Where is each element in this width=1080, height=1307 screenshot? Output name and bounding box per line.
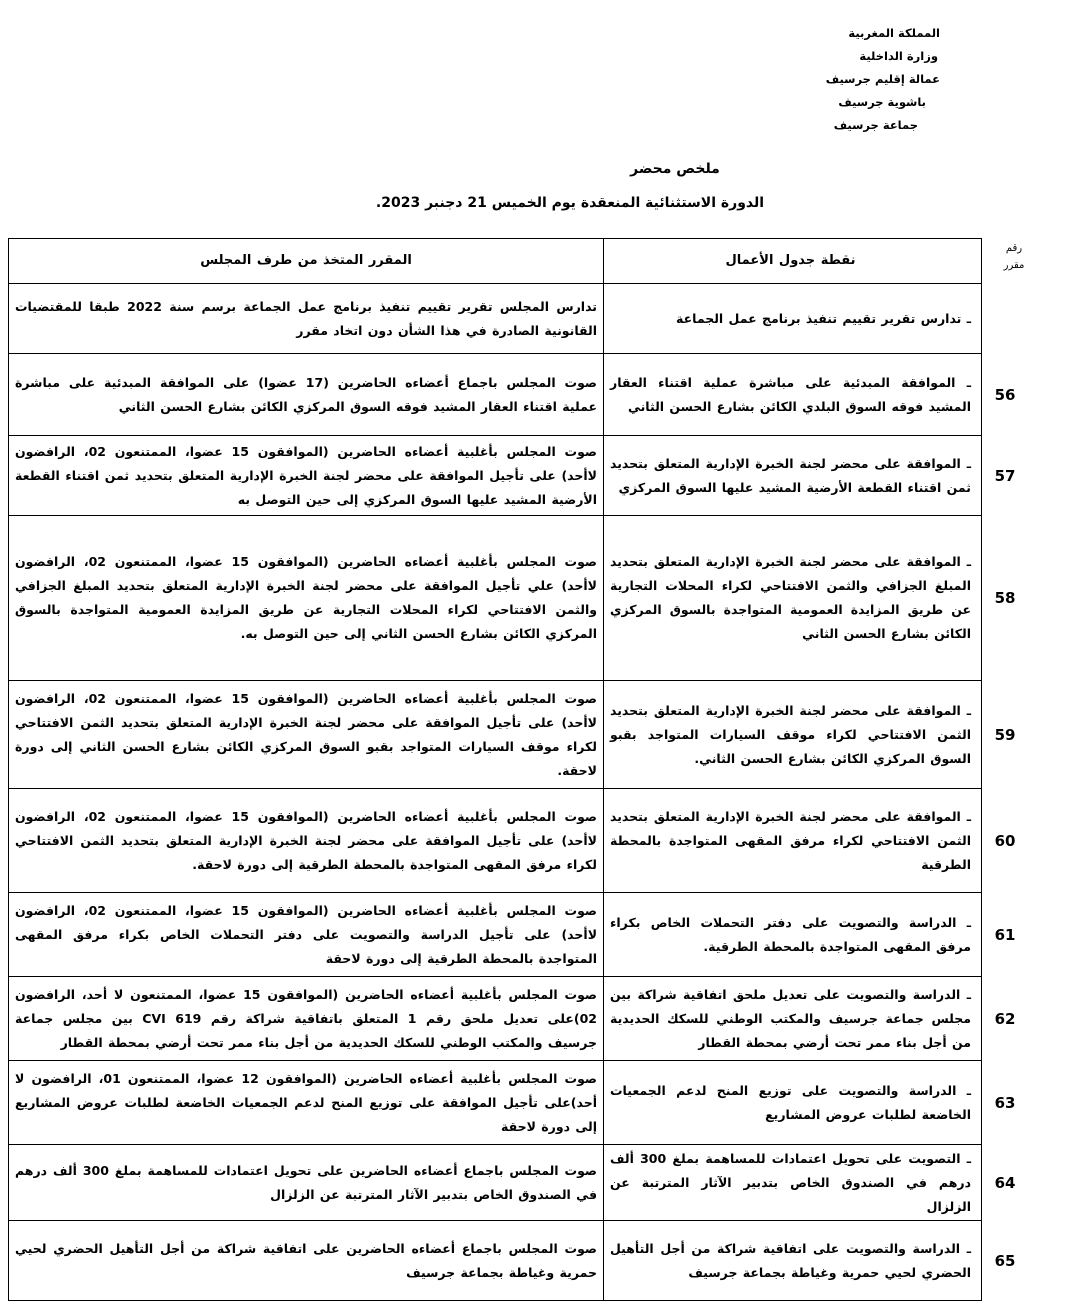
table-row [9, 354, 1029, 436]
agenda-item: ـ الدراسة والتصويت على دفتر التحملات الخاص بكراء مرفق المقهى المتواجدة بالمحطة الطرقية. [604, 893, 982, 977]
agenda-item: ـ التصويت على تحويل اعتمادات للمساهمة بملغ 300 ألف درهم في الصندوق الخاص بتدبير الآثار المترتبة عن الزلزال [604, 1145, 982, 1221]
decision-header: المقرر المتخذ من طرف المجلس [9, 239, 604, 284]
row-number: 62 [994, 1009, 1016, 1028]
agenda-item: ـ الموافقة المبدئية على مباشرة عملية اقتناء العقار المشيد فوقه السوق البلدي الكائن بشارع الحسن الثاني [604, 354, 982, 436]
decision-text: صوت المجلس بأغلبية أعضاءه الحاضرين (الموافقون 12 عضوا، الممتنعون 01، الرافضون لا أحد)على تأجيل الموافقة على توزيع المنح لدعم الجمعيات الخاضعة لطلبات عروض المشاريع إلى دورة لاحقة [9, 1061, 604, 1145]
agenda-item: ـ الموافقة على محضر لجنة الخبرة الإدارية المتعلق بتحديد الثمن الافتتاحي لكراء موقف السيارات المتواجد بقبو السوق المركزي الكائن بشارع الحسن الثاني. [604, 681, 982, 789]
letterhead [800, 22, 940, 137]
row-number: 63 [994, 1093, 1016, 1112]
agenda-item: ـ الموافقة على محضر لجنة الخبرة الإدارية المتعلق بتحديد المبلغ الجزافي والثمن الافتتاحي لكراء المحلات التجارية عن طريق المزايدة العمومية المتواجدة بالسوق المركزي الكائن بشارع الحسن الثاني [604, 516, 982, 681]
agenda-header: نقطة جدول الأعمال [604, 239, 982, 284]
decision-text: صوت المجلس بأغلبية أعضاءه الحاضرين (الموافقون 15 عضوا، الممتنعون 02، الرافضون لاأحد) على تأجيل الدراسة والتصويت على دفتر التحملات الخاص بكراء مرفق المقهى المتواجدة بالمحطة الطرقية إلى دورة لاحقة [9, 893, 604, 977]
table-row [9, 1061, 1029, 1145]
table-row [9, 436, 1029, 516]
title-line-1: ملخص محضر [630, 161, 720, 177]
table-row [9, 977, 1029, 1061]
number-header-line: رقم [1005, 243, 1023, 254]
number-header-line: مقرر [1003, 260, 1025, 271]
table-row [9, 1145, 1029, 1221]
letterhead-line: باشوية جرسيف [838, 95, 926, 109]
table-row [9, 789, 1029, 893]
row-number: 58 [994, 589, 1016, 607]
title-line-2: الدورة الاستثنائية المنعقدة يوم الخميس 21 دجنبر 2023. [375, 195, 765, 211]
agenda-item: ـ الموافقة على محضر لجنة الخبرة الإدارية المتعلق بتحديد الثمن الافتتاحي لكراء مرفق المقهى المتواجدة بالمحطة الطرقية [604, 789, 982, 893]
document-title [0, 152, 1080, 220]
table-row [9, 516, 1029, 681]
letterhead-line: عمالة إقليم جرسيف [825, 72, 940, 86]
letterhead-line: جماعة جرسيف [833, 118, 918, 132]
letterhead-line: المملكة المغربية [848, 26, 940, 40]
agenda-item: ـ تدارس تقرير تقييم تنفيذ برنامج عمل الجماعة [604, 284, 982, 354]
row-number: 61 [994, 925, 1016, 944]
decision-text: صوت المجلس باجماع أعضاءه الحاضرين (17 عضوا) على الموافقة المبدئية على مباشرة عملية اقتناء العقار المشيد فوقه السوق المركزي الكائن بشارع الحسن الثاني [9, 354, 604, 436]
decisions-table [8, 238, 1028, 1301]
decision-text: صوت المجلس باجماع أعضاءه الحاضرين على اتفاقية شراكة من أجل التأهيل الحضري لحيي حمرية وغياطة بجماعة جرسيف [9, 1221, 604, 1301]
decision-text: صوت المجلس بأغلبية أعضاءه الحاضرين (الموافقون 15 عضوا، الممتنعون 02، الرافضون لاأحد) على تأجيل الموافقة على محضر لجنة الخبرة الإدارية المتعلق بتحديد الثمن الافتتاحي لكراء مرفق المقهى المتواجدة بالمحطة الطرقية إلى دورة لاحقة. [9, 789, 604, 893]
row-number: 60 [994, 831, 1016, 850]
letterhead-line: وزارة الداخلية [859, 49, 938, 63]
agenda-item: ـ الدراسة والتصويت على اتفاقية شراكة من أجل التأهيل الحضري لحيي حمرية وغياطة بجماعة جرسيف [604, 1221, 982, 1301]
table-row [9, 681, 1029, 789]
agenda-item: ـ الدراسة والتصويت على توزيع المنح لدعم الجمعيات الخاضعة لطلبات عروض المشاريع [604, 1061, 982, 1145]
table-row [9, 893, 1029, 977]
row-number [982, 284, 1029, 354]
table-header-row [9, 239, 1029, 284]
row-number: 56 [994, 385, 1016, 404]
decision-text: صوت المجلس بأغلبية أعضاءه الحاضرين (الموافقون 15 عضوا، الممتنعون 02، الرافضون لاأحد) على تأجيل الموافقة على محضر لجنة الخبرة الإدارية المتعلق بتحديد الثمن الافتتاحي لكراء موقف السيارات المتواجد بقبو السوق المركزي الكائن بشارع الحسن الثاني إلى دورة لاحقة. [9, 681, 604, 789]
agenda-item: ـ الدراسة والتصويت على تعديل ملحق اتفاقية شراكة بين مجلس جماعة جرسيف والمكتب الوطني للسكك الحديدية من أجل بناء ممر تحت أرضي بمحطة القطار [604, 977, 982, 1061]
row-number: 65 [994, 1251, 1016, 1270]
decision-text: صوت المجلس باجماع أعضاءه الحاضرين على تحويل اعتمادات للمساهمة بملغ 300 ألف درهم في الصندوق الخاص بتدبير الآثار المترتبة عن الزلزال [9, 1145, 604, 1221]
table-row [9, 1221, 1029, 1301]
number-header-spacer [982, 239, 1029, 284]
row-number: 59 [994, 725, 1016, 744]
decision-text: صوت المجلس بأغلبية أعضاءه الحاضرين (الموافقون 15 عضوا، الممتنعون 02، الرافضون لاأحد) علي تأجيل الموافقة على محضر لجنة الخبرة الإدارية المتعلق بتحديد المبلغ الجزافي والثمن الافتتاحي لكراء المحلات التجارية عن طريق المزايدة العمومية المتواجدة بالسوق المركزي الكائن بشارع الحسن الثاني إلى حين التوصل به. [9, 516, 604, 681]
table-row [9, 284, 1029, 354]
decision-text: صوت المجلس بأغلبية أعضاءه الحاضرين (الموافقون 15 عضوا، الممتنعون 02، الرافضون لاأحد) على تأجيل الموافقة على محضر لجنة الخبرة الإدارية المتعلق بتحديد ثمن اقتناء القطعة الأرضية المشيد عليها السوق المركزي إلى حين التوصل به [9, 436, 604, 516]
row-number: 64 [994, 1173, 1016, 1192]
agenda-item: ـ الموافقة على محضر لجنة الخبرة الإدارية المتعلق بتحديد ثمن اقتناء القطعة الأرضية المشيد عليها السوق المركزي [604, 436, 982, 516]
decision-text: تدارس المجلس تقرير تقييم تنفيذ برنامج عمل الجماعة برسم سنة 2022 طبقا للمقتضيات القانونية الصادرة في هذا الشأن دون اتخاد مقرر [9, 284, 604, 354]
row-number: 57 [994, 466, 1016, 485]
decision-text: صوت المجلس بأغلبية أعضاءه الحاضرين (الموافقون 15 عضوا، الممتنعون لا أحد، الرافضون 02)على تعديل ملحق رقم 1 المتعلق باتفاقية شراكة رقم CVI 619 بين مجلس جماعة جرسيف والمكتب الوطني للسكك الحديدية من أجل بناء ممر تحت أرضي بمحطة القطار [9, 977, 604, 1061]
